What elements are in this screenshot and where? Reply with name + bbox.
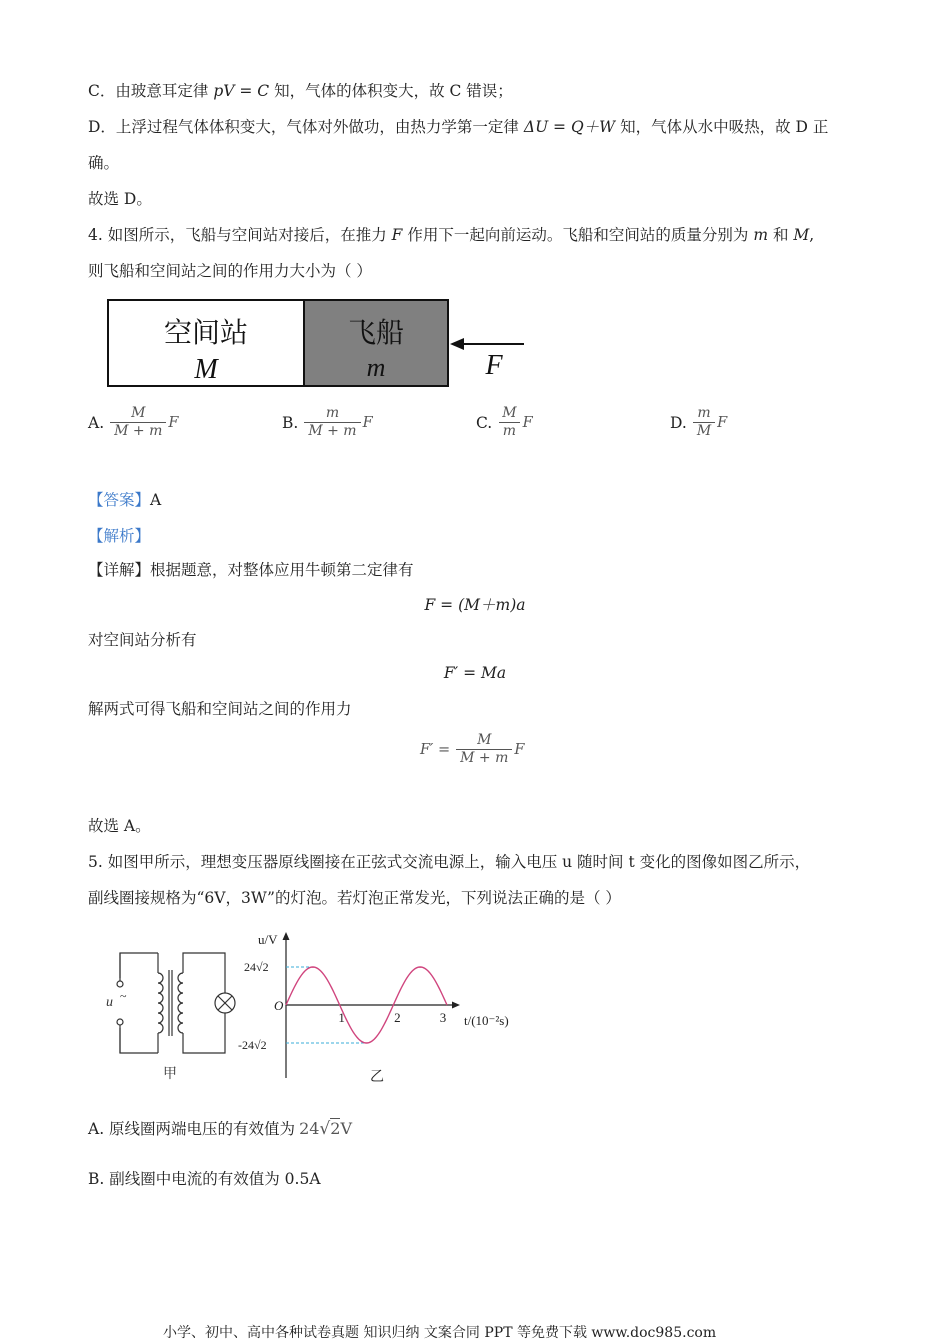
q4-equation-2: F′ = Ma (443, 664, 507, 682)
voltage-chart (236, 928, 526, 1084)
q4-text-3: 解两式可得飞船和空间站之间的作用力 (88, 700, 352, 718)
force-label: F (485, 350, 503, 381)
q4-option-c[interactable]: C. $\frac{M}{m}$ F (476, 405, 533, 439)
q4-equation-1: F = (M＋m)a (424, 596, 526, 614)
q5-stem-line1: 5. 如图甲所示，理想变压器原线圈接在正弦式交流电源上，输入电压 u 随时间 t 变化的图像如图乙所示， (88, 853, 811, 871)
station-mass: M (194, 354, 218, 385)
q5-stem-line2: 副线圈接规格为“6V，3W”的灯泡。若灯泡正常发光，下列说法正确的是（ ） (88, 889, 621, 907)
q4-equation-3: F′ = $\frac{M}{M + m}$ F (420, 732, 525, 766)
figure-yi-label: 乙 (370, 1069, 384, 1085)
x-tick-label: 3 (439, 1010, 447, 1025)
q5-option-a[interactable]: A. 原线圈两端电压的有效值为 24√2V (88, 1119, 353, 1139)
docking-figure (106, 298, 536, 390)
force-arrow-head (450, 338, 464, 350)
option-a-value: 24√2V (299, 1119, 353, 1139)
q4-option-a[interactable]: A. $\frac{M}{M + m}$ F (88, 405, 179, 439)
primary-coil (158, 973, 163, 1033)
q4-option-d[interactable]: D. $\frac{m}{M}$ F (670, 405, 728, 439)
transformer-figure (100, 940, 250, 1080)
x-axis-label: t/(10⁻²s) (464, 1013, 509, 1028)
figure-jia-label: 甲 (163, 1067, 177, 1080)
x-tick-label: 2 (394, 1010, 401, 1025)
option-d-continued: 确。 (88, 154, 120, 172)
y-axis-label: u/V (258, 932, 278, 947)
q4-answer: 【答案】A (88, 491, 162, 509)
footer-banner: 小学、初中、高中各种试卷真题 知识归纳 文案合同 PPT 等免费下载 www.doc985.com (163, 1325, 717, 1341)
option-c-explanation: C．由玻意耳定律 pV = C 知，气体的体积变大，故 C 错误； (88, 82, 513, 100)
q4-analysis-tag: 【解析】 (88, 527, 151, 545)
q5-option-b[interactable]: B. 副线圈中电流的有效值为 0.5A (88, 1170, 321, 1188)
ship-label: 飞船 (347, 318, 405, 349)
origin-label: O (274, 998, 284, 1013)
choose-d: 故选 D。 (88, 190, 152, 208)
source-label: u (106, 995, 113, 1010)
y-max-label: 24√2 (244, 960, 269, 974)
q4-text-2: 对空间站分析有 (88, 631, 197, 649)
x-tick-label: 1 (338, 1010, 345, 1025)
station-label: 空间站 (163, 318, 249, 349)
q4-stem-line2: 则飞船和空间站之间的作用力大小为（ ） (88, 262, 372, 280)
q4-stem-line1: 4. 如图所示，飞船与空间站对接后，在推力 F 作用下一起向前运动。飞船和空间站的质量分别为 m 和 M, (88, 226, 815, 244)
q4-detail: 【详解】根据题意，对整体应用牛顿第二定律有 (88, 561, 414, 579)
q4-option-b[interactable]: B. $\frac{m}{M + m}$ F (282, 405, 373, 439)
y-min-label: -24√2 (238, 1038, 267, 1052)
ac-symbol-icon: ~ (120, 989, 127, 1003)
q4-choose: 故选 A。 (88, 817, 151, 835)
option-d-explanation: D．上浮过程气体体积变大，气体对外做功，由热力学第一定律 ΔU = Q＋W 知，气体从水中吸热，故 D 正 (88, 118, 829, 136)
ship-mass: m (366, 353, 386, 382)
secondary-coil (178, 973, 183, 1033)
